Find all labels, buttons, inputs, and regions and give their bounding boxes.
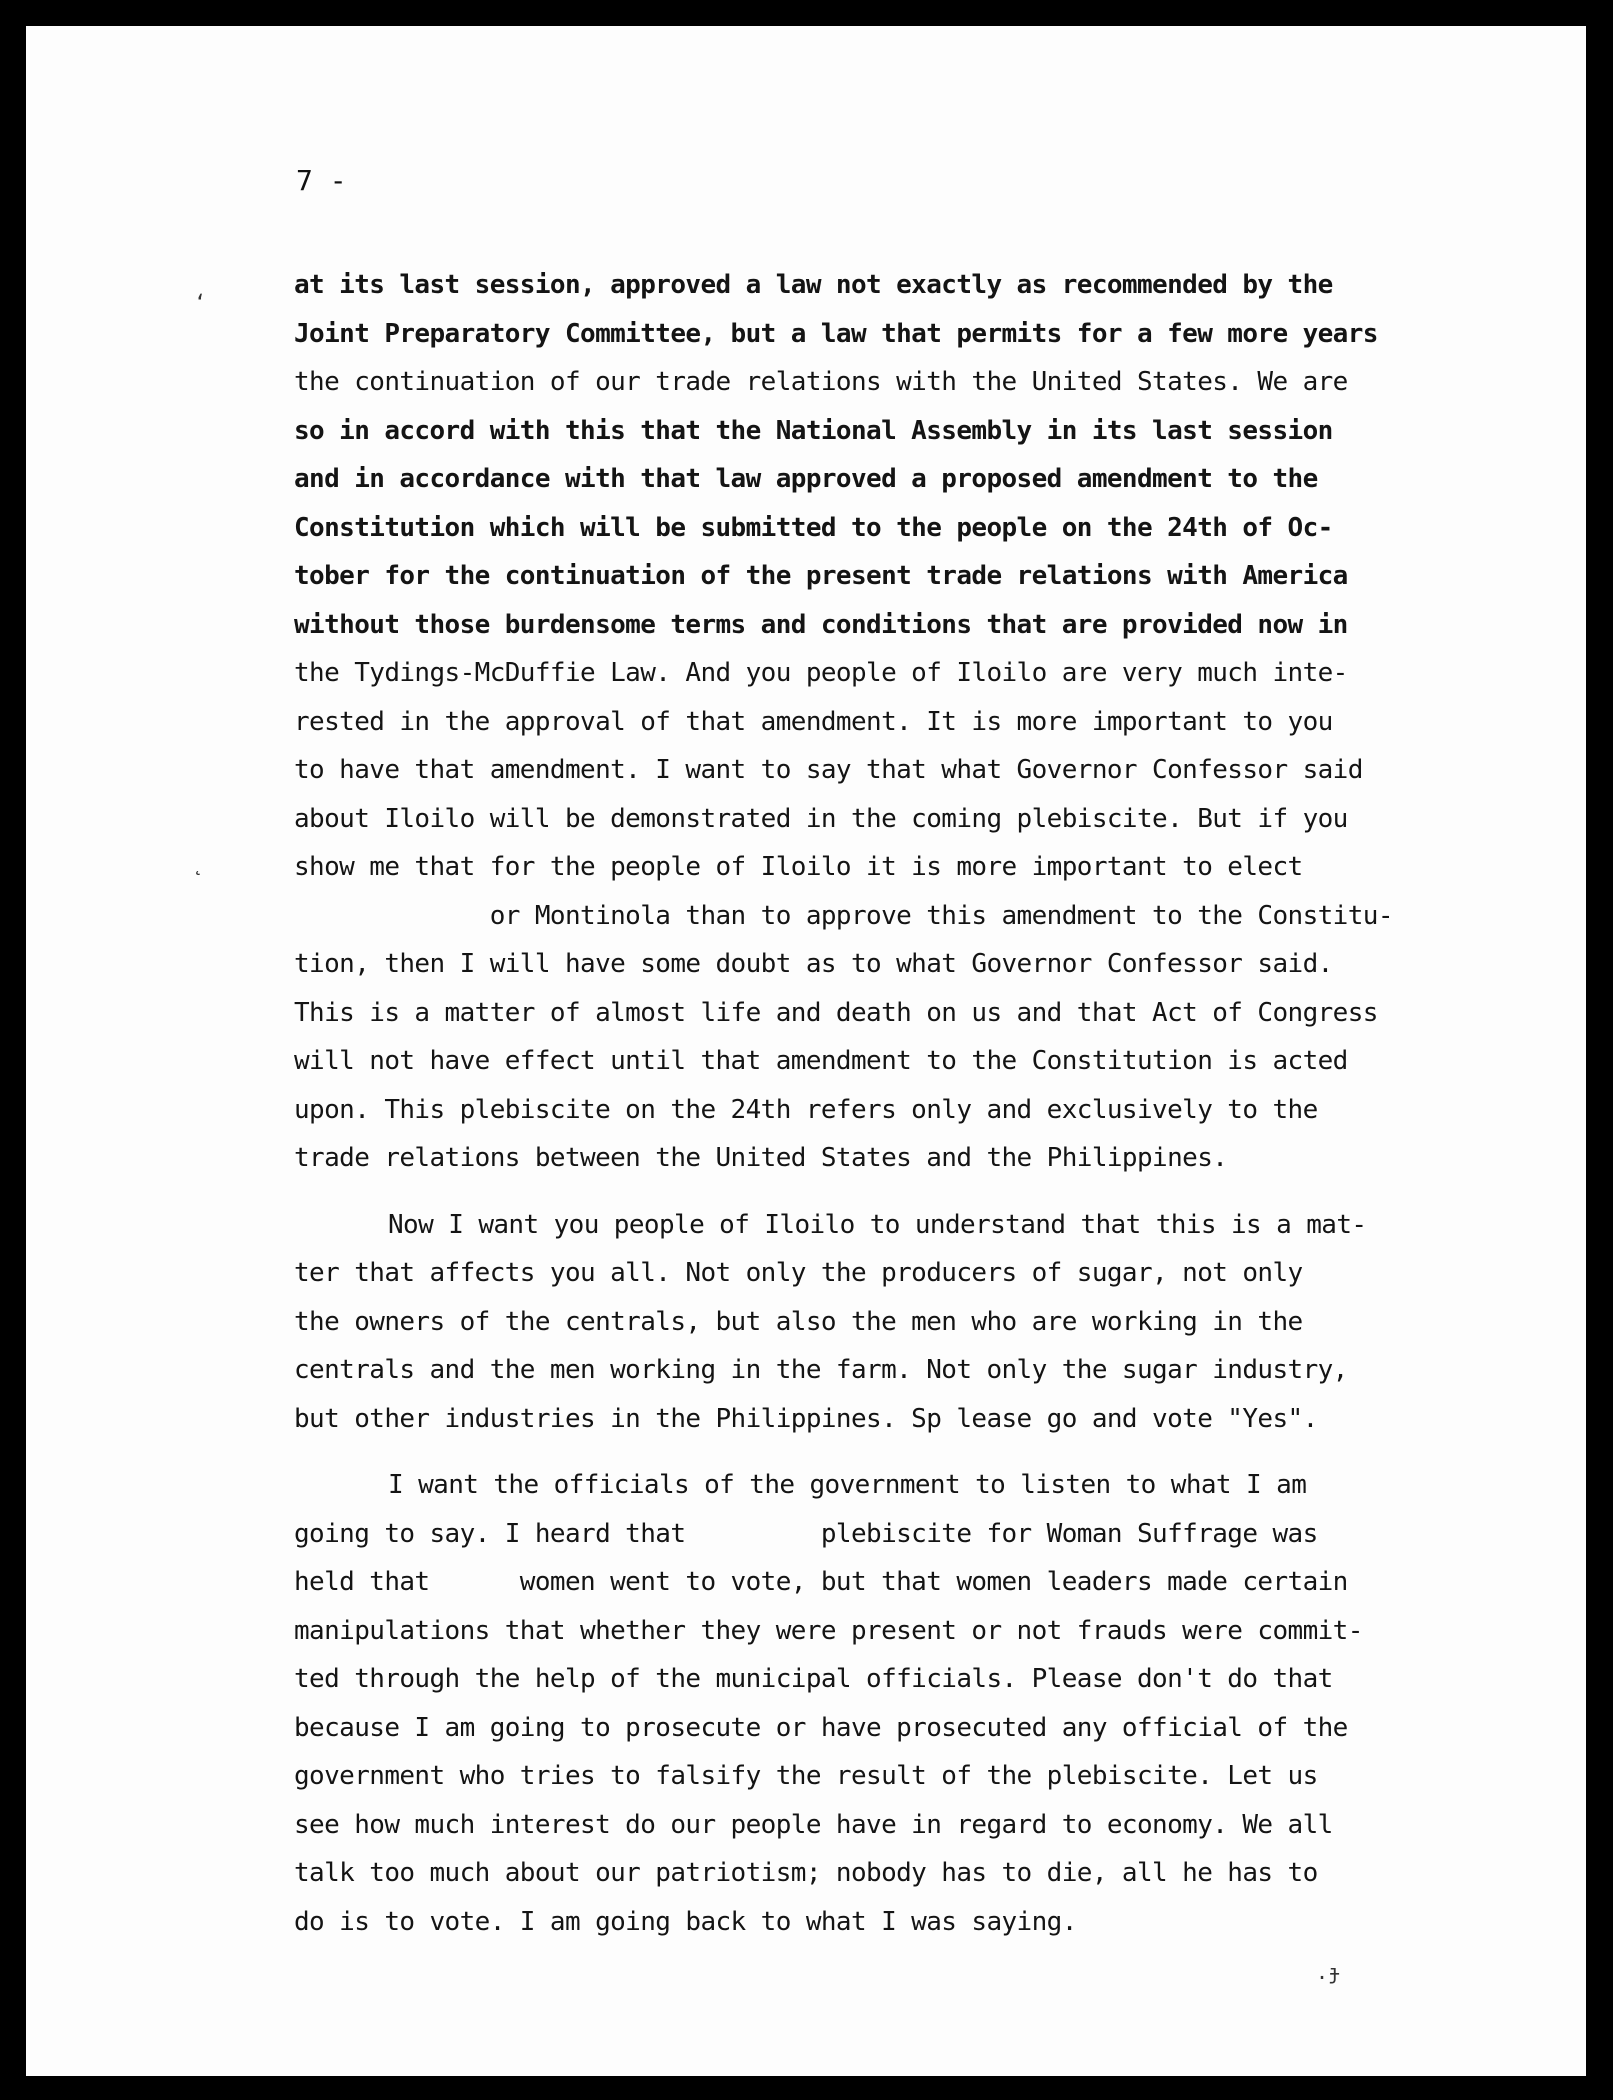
text-line: Constitution which will be submitted to the people on the 24th of Oc-: [294, 512, 1333, 543]
text-line: without those burdensome terms and conditions that are provided now in: [294, 609, 1348, 640]
page-number: 7 -: [296, 164, 347, 197]
text-line: government who tries to falsify the result of the plebiscite. Let us: [294, 1761, 1318, 1791]
text-line: going to say. I heard that plebiscite for Woman Suffrage was: [294, 1518, 1318, 1549]
text-line: Joint Preparatory Committee, but a law that permits for a few more years: [294, 318, 1378, 349]
stray-mark: ʻ: [194, 290, 207, 314]
text-line: at its last session, approved a law not exactly as recommended by the: [294, 270, 1333, 300]
text-line: tion, then I will have some doubt as to what Governor Confessor said.: [294, 949, 1333, 979]
text-line: tober for the continuation of the present trade relations with America: [294, 561, 1348, 591]
paragraph-3: [294, 1461, 1494, 1946]
text-line: ter that affects you all. Not only the producers of sugar, not only: [294, 1258, 1303, 1288]
stray-mark: ˛: [192, 852, 205, 876]
text-line: upon. This plebiscite on the 24th refers only and exclusively to the: [294, 1094, 1318, 1125]
text-line: Now I want you people of Iloilo to understand that this is a mat-: [388, 1209, 1367, 1240]
text-line: centrals and the men working in the farm. Not only the sugar industry,: [294, 1355, 1348, 1385]
text-line: do is to vote. I am going back to what I was saying.: [294, 1906, 1077, 1937]
text-line: so in accord with this that the National Assembly in its last session: [294, 415, 1333, 446]
text-line: the continuation of our trade relations with the United States. We are: [294, 367, 1348, 397]
pencil-mark: .ɟ: [1316, 1960, 1341, 1984]
text-line: see how much interest do our people have in regard to economy. We all: [294, 1809, 1333, 1840]
text-line: because I am going to prosecute or have prosecuted any official of the: [294, 1712, 1348, 1743]
text-line: rested in the approval of that amendment. It is more important to you: [294, 706, 1333, 737]
text-line: trade relations between the United States and the Philippines.: [294, 1143, 1228, 1173]
text-line: show me that for the people of Iloilo it is more important to elect: [294, 852, 1303, 882]
paragraph-1: [294, 261, 1494, 1183]
text-line: the Tydings-McDuffie Law. And you people of Iloilo are very much inte-: [294, 658, 1348, 688]
text-line: the owners of the centrals, but also the men who are working in the: [294, 1306, 1303, 1337]
text-line: I want the officials of the government to listen to what I am: [388, 1470, 1307, 1500]
text-line: to have that amendment. I want to say that what Governor Confessor said: [294, 755, 1363, 785]
text-line: manipulations that whether they were present or not frauds were commit-: [294, 1615, 1363, 1646]
text-line: about Iloilo will be demonstrated in the coming plebiscite. But if you: [294, 803, 1348, 834]
text-line: and in accordance with that law approved a proposed amendment to the: [294, 464, 1318, 494]
text-line: held that women went to vote, but that women leaders made certain: [294, 1567, 1348, 1597]
text-line: talk too much about our patriotism; nobody has to die, all he has to: [294, 1858, 1318, 1888]
text-line: ted through the help of the municipal officials. Please don't do that: [294, 1664, 1333, 1694]
document-body: [294, 261, 1494, 1946]
text-line: This is a matter of almost life and death on us and that Act of Congress: [294, 997, 1378, 1028]
text-line: but other industries in the Philippines. Sp lease go and vote "Yes".: [294, 1403, 1318, 1434]
text-line: will not have effect until that amendment to the Constitution is acted: [294, 1046, 1348, 1076]
paragraph-gap: [294, 1183, 1494, 1201]
text-line: or Montinola than to approve this amendment to the Constitu-: [294, 900, 1393, 931]
document-page: [26, 26, 1586, 2076]
paragraph-2: [294, 1201, 1494, 1444]
paragraph-gap: [294, 1443, 1494, 1461]
